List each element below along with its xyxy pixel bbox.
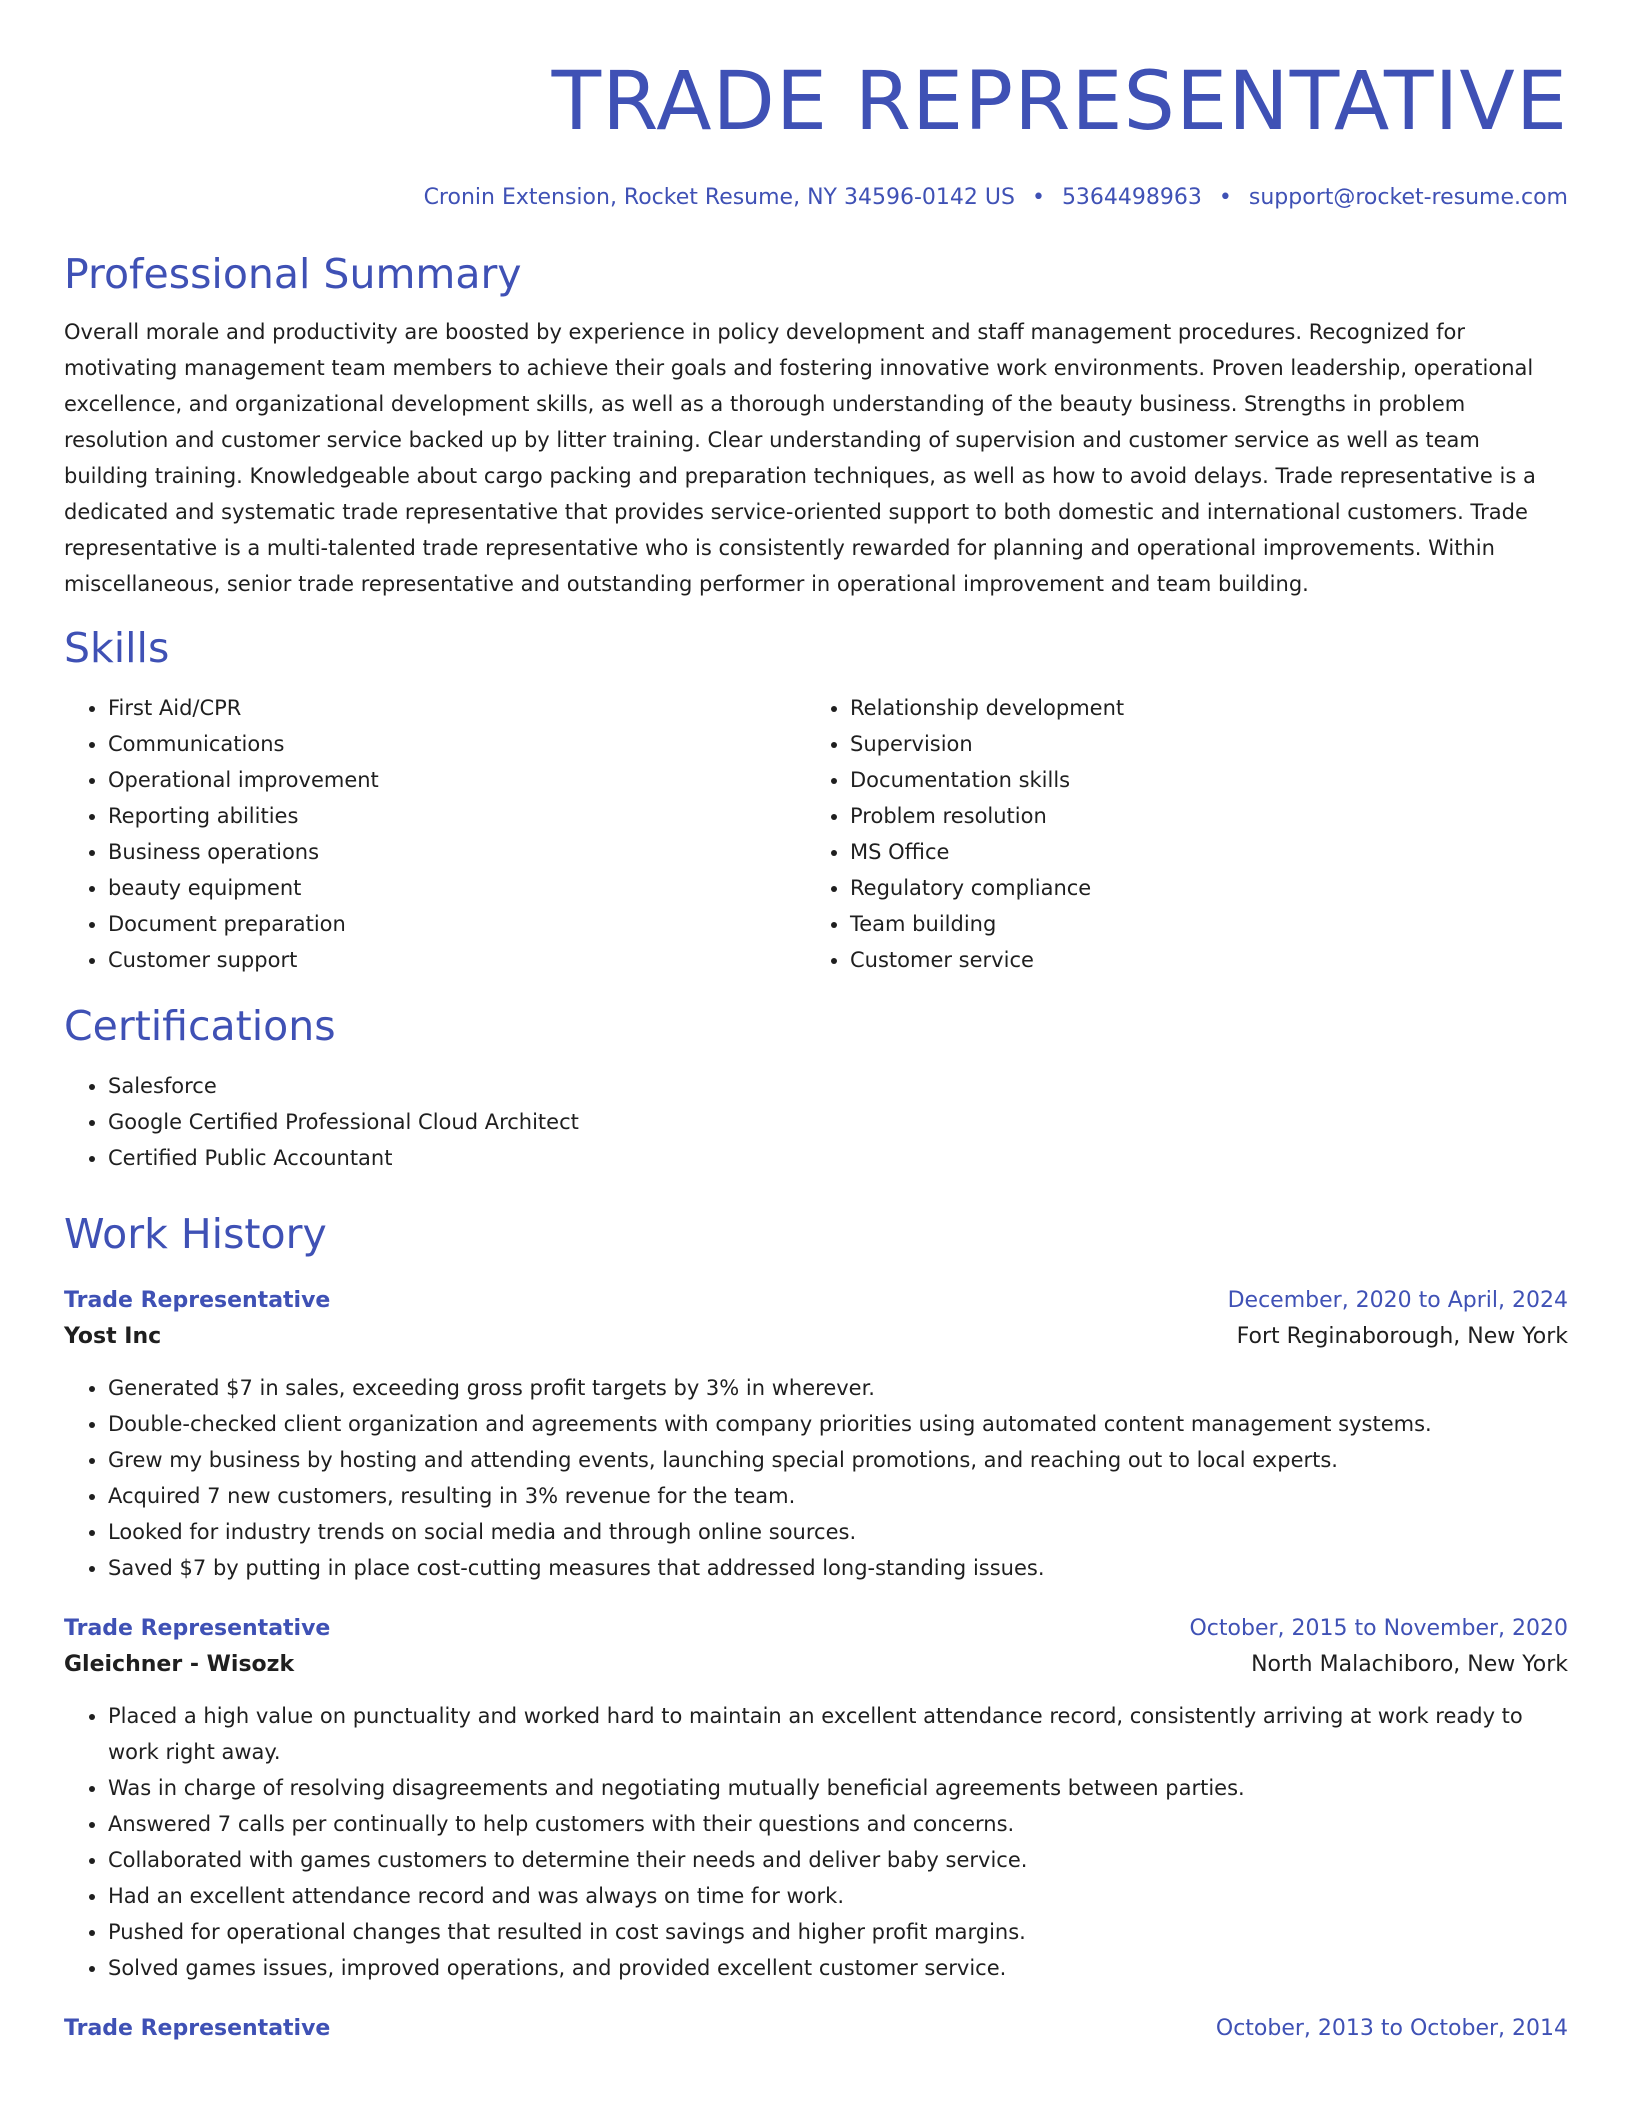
job-company: Gleichner - Wisozk xyxy=(64,1652,295,1677)
contact-line xyxy=(64,182,1568,214)
skill-item: • Customer service xyxy=(850,942,1566,978)
skill-item: • beauty equipment xyxy=(108,870,806,906)
job-company-row xyxy=(64,1646,1568,1684)
skill-item: • Customer support xyxy=(108,942,806,978)
skill-item: • First Aid/CPR xyxy=(108,690,806,726)
job-title: Trade Representative xyxy=(64,1288,331,1313)
job-location: Fort Reginaborough, New York xyxy=(1236,1324,1568,1349)
job-bullet: • Grew my business by hosting and attending events, launching special promotions, and reaching out to local experts. xyxy=(108,1442,1568,1478)
job-bullet: • Saved $7 by putting in place cost-cutting measures that addressed long-standing issues. xyxy=(108,1550,1568,1586)
skills-list-right xyxy=(806,690,1566,978)
job-title-row xyxy=(64,1612,1568,1646)
certification-item: • Google Certified Professional Cloud Architect xyxy=(108,1104,1568,1140)
summary-text: Overall morale and productivity are boosted by experience in policy development and staff management procedures. Recognized for motivating management team members to achieve their goals and fostering innovative work environments. Proven leadership, operational excellence, and organizational development skills, as well as a thorough understanding of the beauty business. Strengths in problem resolution and customer service backed up by litter training. Clear understanding of supervision and customer service as well as team building training. Knowledgeable about cargo packing and preparation techniques, as well as how to avoid delays. Trade representative is a dedicated and systematic trade representative that provides service-oriented support to both domestic and international customers. Trade representative is a multi-talented trade representative who is consistently rewarded for planning and operational improvements. Within miscellaneous, senior trade representative and outstanding performer in operational improvement and team building. xyxy=(64,320,1536,596)
job-entry xyxy=(64,1284,1568,1586)
job-company-row xyxy=(64,1318,1568,1356)
skill-item: • Team building xyxy=(850,906,1566,942)
job-title-row xyxy=(64,1284,1568,1318)
job-bullet: • Answered 7 calls per continually to help customers with their questions and concerns. xyxy=(108,1806,1568,1842)
skills-grid xyxy=(64,690,1568,978)
job-title: Trade Representative xyxy=(64,2016,331,2041)
certifications-list xyxy=(64,1068,1568,1176)
skill-item: • Relationship development xyxy=(850,690,1566,726)
skill-item: • Supervision xyxy=(850,726,1566,762)
certification-item: • Salesforce xyxy=(108,1068,1568,1104)
skill-item: • Reporting abilities xyxy=(108,798,806,834)
job-bullet: • Generated $7 in sales, exceeding gross profit targets by 3% in wherever. xyxy=(108,1370,1568,1406)
skill-item: • Documentation skills xyxy=(850,762,1566,798)
resume-name: TRADE REPRESENTATIVE xyxy=(551,55,1568,149)
job-bullet: • Was in charge of resolving disagreements and negotiating mutually beneficial agreements between parties. xyxy=(108,1770,1568,1806)
job-bullet: • Acquired 7 new customers, resulting in 3% revenue for the team. xyxy=(108,1478,1568,1514)
certification-item: • Certified Public Accountant xyxy=(108,1140,1568,1176)
job-bullet: • Had an excellent attendance record and was always on time for work. xyxy=(108,1878,1568,1914)
skill-item: • Regulatory compliance xyxy=(850,870,1566,906)
job-dates: October, 2013 to October, 2014 xyxy=(1215,2016,1568,2041)
job-dates: October, 2015 to November, 2020 xyxy=(1189,1616,1568,1641)
skill-item: • MS Office xyxy=(850,834,1566,870)
job-location: North Malachiboro, New York xyxy=(1251,1652,1568,1677)
job-bullet: • Collaborated with games customers to determine their needs and deliver baby service. xyxy=(108,1842,1568,1878)
skill-item: • Communications xyxy=(108,726,806,762)
job-entry xyxy=(64,2012,1568,2046)
job-bullets xyxy=(64,1370,1568,1586)
job-dates: December, 2020 to April, 2024 xyxy=(1227,1288,1568,1313)
summary-heading: Professional Summary xyxy=(64,250,522,298)
contact-phone: 5364498963 xyxy=(1061,185,1202,210)
contact-address: Cronin Extension, Rocket Resume, NY 34596-0142 US xyxy=(423,185,1015,210)
job-bullets xyxy=(64,1698,1568,1986)
contact-email[interactable]: support@rocket-resume.com xyxy=(1248,185,1568,210)
skill-item: • Business operations xyxy=(108,834,806,870)
job-bullet: • Placed a high value on punctuality and worked hard to maintain an excellent attendance record, consistently arriving at work ready to work right away. xyxy=(108,1698,1568,1770)
skills-list-left xyxy=(64,690,806,978)
job-bullet: • Pushed for operational changes that resulted in cost savings and higher profit margins. xyxy=(108,1914,1568,1950)
job-entry xyxy=(64,1612,1568,1986)
job-bullet: • Looked for industry trends on social media and through online sources. xyxy=(108,1514,1568,1550)
skills-heading: Skills xyxy=(64,624,170,672)
job-bullet: • Solved games issues, improved operations, and provided excellent customer service. xyxy=(108,1950,1568,1986)
job-title: Trade Representative xyxy=(64,1616,331,1641)
job-bullet: • Double-checked client organization and agreements with company priorities using automated content management systems. xyxy=(108,1406,1568,1442)
certifications-heading: Certifications xyxy=(64,1002,336,1050)
skill-item: • Operational improvement xyxy=(108,762,806,798)
job-title-row xyxy=(64,2012,1568,2046)
skill-item: • Problem resolution xyxy=(850,798,1566,834)
job-company: Yost Inc xyxy=(64,1324,162,1349)
contact-separator: • xyxy=(1218,185,1232,210)
work-history-heading: Work History xyxy=(64,1210,327,1258)
contact-separator: • xyxy=(1031,185,1045,210)
skill-item: • Document preparation xyxy=(108,906,806,942)
